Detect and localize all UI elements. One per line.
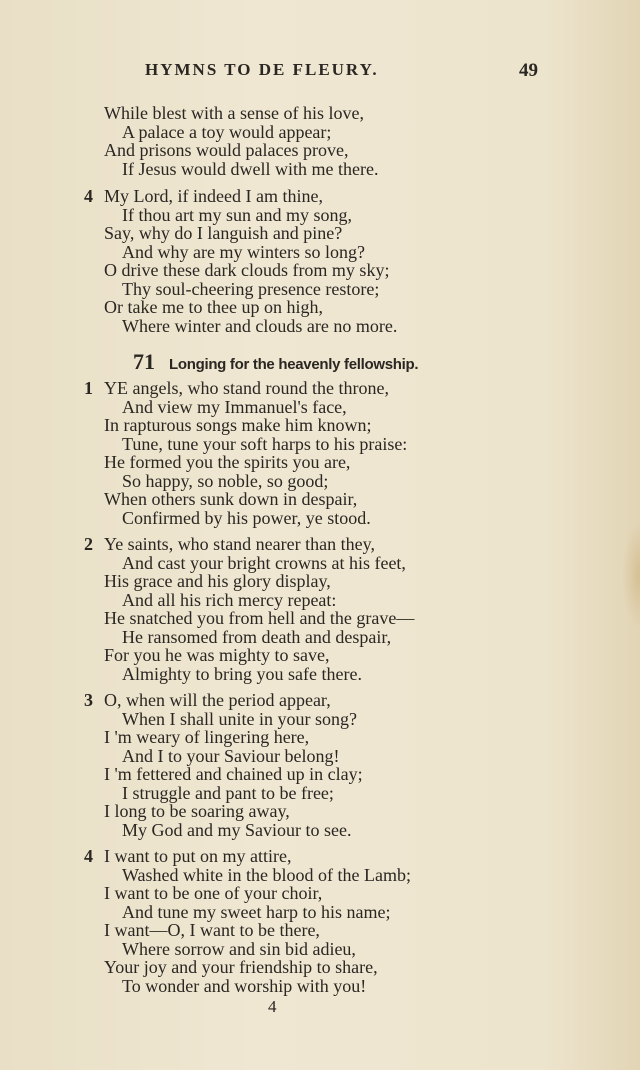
verse-line: And I to your Saviour belong!: [122, 745, 340, 766]
verse-line: He formed you the spirits you are,: [104, 452, 351, 472]
stanza-number: 1: [84, 378, 93, 398]
verse-line: When I shall unite in your song?: [122, 708, 357, 729]
verse-line: He ransomed from death and despair,: [122, 626, 392, 647]
verse-line: And cast your bright crowns at his feet,: [122, 552, 406, 573]
verse-line: My God and my Saviour to see.: [122, 819, 352, 840]
verse-line: A palace a toy would appear;: [122, 121, 332, 142]
stanza-number: 4: [84, 846, 93, 866]
verse-line: I struggle and pant to be free;: [122, 782, 334, 803]
page-header: [0, 60, 640, 84]
stanza-number: 2: [84, 534, 93, 554]
verse-line: I want to put on my attire,: [104, 846, 292, 866]
signature-mark: 4: [268, 997, 277, 1016]
paper-stain: [622, 520, 640, 630]
verse-line: YE angels, who stand round the throne,: [104, 378, 389, 398]
verse-line: In rapturous songs make him known;: [104, 415, 372, 435]
verse-line: For you he was mighty to save,: [104, 645, 330, 665]
verse-line: I long to be soaring away,: [104, 801, 290, 821]
verse-line: My Lord, if indeed I am thine,: [104, 186, 323, 206]
verse-line: Where winter and clouds are no more.: [122, 315, 398, 336]
verse-line: He snatched you from hell and the grave—: [104, 608, 415, 628]
verse-line: Your joy and your friendship to share,: [104, 957, 378, 977]
verse-line: To wonder and worship with you!: [122, 975, 367, 996]
verse-line: Thy soul-cheering presence restore;: [122, 278, 380, 299]
page-number: 49: [519, 60, 538, 81]
hymn-number: 71: [133, 349, 155, 374]
verse-line: While blest with a sense of his love,: [104, 103, 364, 123]
verse-line: When others sunk down in despair,: [104, 489, 358, 509]
verse-line: O drive these dark clouds from my sky;: [104, 260, 390, 280]
verse-line: And prisons would palaces prove,: [104, 140, 349, 160]
verse-line: Washed white in the blood of the Lamb;: [122, 864, 411, 885]
verse-line: Confirmed by his power, ye stood.: [122, 507, 371, 528]
hymn-title: Longing for the heavenly fellowship.: [169, 356, 419, 373]
verse-line: Ye saints, who stand nearer than they,: [104, 534, 375, 554]
verse-line: Almighty to bring you safe there.: [122, 663, 362, 684]
verse-line: If Jesus would dwell with me there.: [122, 158, 379, 179]
verse-line: I 'm weary of lingering here,: [104, 727, 310, 747]
running-title: HYMNS TO DE FLEURY.: [145, 60, 379, 79]
verse-line: Or take me to thee up on high,: [104, 297, 323, 317]
verse-line: I 'm fettered and chained up in clay;: [104, 764, 363, 784]
verse-line: And all his rich mercy repeat:: [122, 589, 337, 610]
stanza-number: 3: [84, 690, 93, 710]
verse-line: O, when will the period appear,: [104, 690, 331, 710]
hymn-heading: [133, 349, 418, 375]
verse-line: And tune my sweet harp to his name;: [122, 901, 391, 922]
stanza-number: 4: [84, 186, 93, 206]
verse-line: I want to be one of your choir,: [104, 883, 323, 903]
verse-line: I want—O, I want to be there,: [104, 920, 320, 940]
verse-line: Where sorrow and sin bid adieu,: [122, 938, 356, 959]
verse-line: So happy, so noble, so good;: [122, 470, 329, 491]
verse-line: His grace and his glory display,: [104, 571, 331, 591]
verse-line: Tune, tune your soft harps to his praise:: [122, 433, 408, 454]
verse-line: Say, why do I languish and pine?: [104, 223, 343, 243]
verse-line: And why are my winters so long?: [122, 241, 365, 262]
verse-line: If thou art my sun and my song,: [122, 204, 352, 225]
verse-line: And view my Immanuel's face,: [122, 396, 347, 417]
